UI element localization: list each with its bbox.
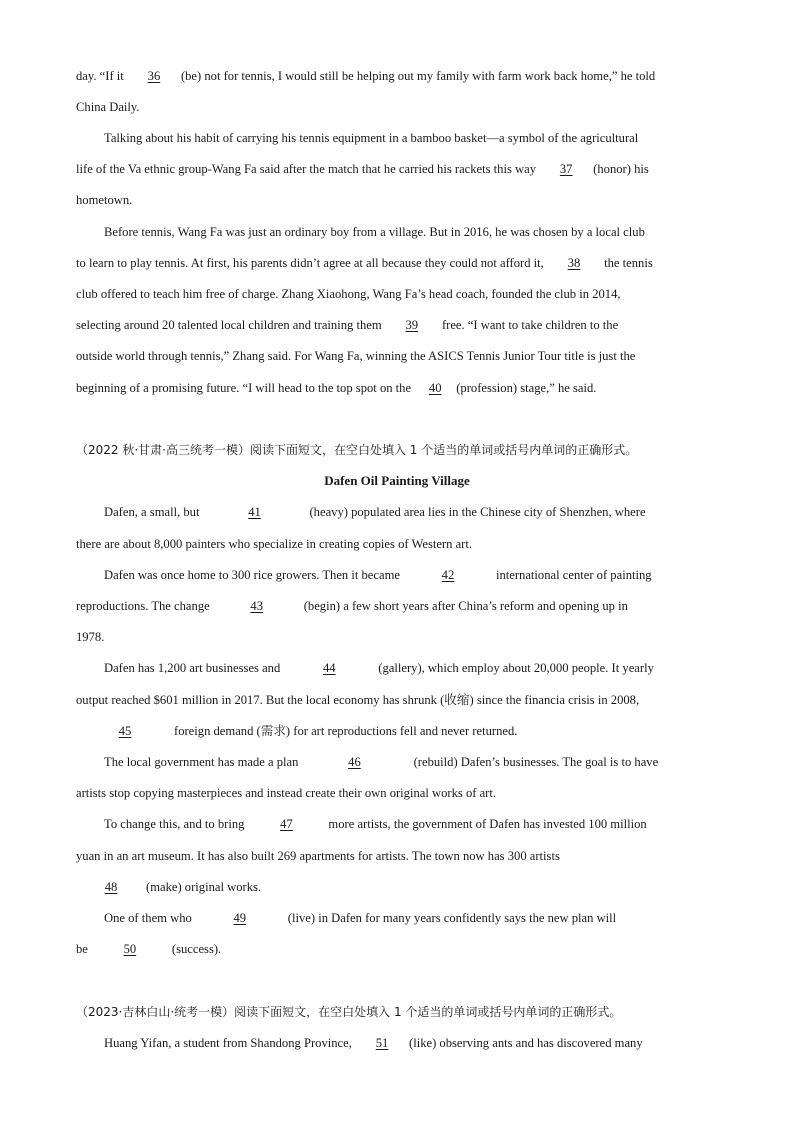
text-segment: One of them who (104, 911, 192, 925)
text-segment: reproductions. The change (76, 599, 210, 613)
text-segment: selecting around 20 talented local children and training them (76, 318, 385, 332)
text-line: 1978. (76, 630, 105, 644)
answer-blank: 47 (280, 817, 293, 831)
answer-blank: 51 (375, 1036, 389, 1050)
text-segment: (honor) his (593, 162, 649, 176)
text-segment: be (76, 942, 88, 956)
text-segment: Dafen has 1,200 art businesses and (104, 661, 281, 675)
text-segment: free. “I want to take children to the (438, 318, 619, 332)
text-line (104, 567, 652, 583)
text-segment: foreign demand (需求) for art reproductions fell and never returned. (174, 724, 518, 738)
text-segment: (live) in Dafen for many years confidently says the new plan will (287, 911, 617, 925)
text-segment: (gallery), which employ about 20,000 people. It yearly (378, 661, 654, 675)
text-segment: more artists, the government of Dafen has invested 100 million (328, 817, 647, 831)
answer-blank: 42 (441, 568, 455, 582)
text-line (76, 879, 261, 895)
answer-blank: 46 (348, 755, 361, 769)
text-segment: international center of painting (495, 568, 652, 582)
text-segment: the tennis (600, 256, 653, 270)
text-segment: (like) observing ants and has discovered many (409, 1036, 643, 1050)
text-line: output reached $601 million in 2017. But the local economy has shrunk (收缩) since the financia crisis in 2008, (76, 693, 640, 707)
text-line (76, 723, 517, 739)
text-line (104, 1035, 643, 1051)
answer-blank: 41 (248, 505, 261, 519)
text-line: Talking about his habit of carrying his tennis equipment in a bamboo basket—a symbol of the agricultural (104, 131, 639, 145)
text-segment: (begin) a few short years after China’s reform and opening up in (303, 599, 628, 613)
text-line: outside world through tennis,” Zhang said. For Wang Fa, winning the ASICS Tennis Junior Tour title is just the (76, 349, 636, 363)
text-segment: life of the Va ethnic group-Wang Fa said after the match that he carried his rackets this way (76, 162, 540, 176)
text-line (76, 941, 221, 957)
section-header: （2022 秋·甘肃·高三统考一模）阅读下面短文，在空白处填入 1 个适当的单词或括号内单词的正确形式。 (76, 443, 638, 457)
text-segment: (success). (171, 942, 222, 956)
answer-blank: 48 (104, 880, 118, 894)
text-segment: The local government has made a plan (104, 755, 299, 769)
text-line: there are about 8,000 painters who specialize in creating copies of Western art. (76, 537, 473, 551)
answer-blank: 49 (233, 911, 247, 925)
text-line: club offered to teach him free of charge. Zhang Xiaohong, Wang Fa’s head coach, founded the club in 2014, (76, 287, 621, 301)
text-line (76, 317, 618, 333)
text-line (104, 816, 647, 832)
passage-title: Dafen Oil Painting Village (324, 473, 470, 488)
text-line (76, 255, 653, 271)
text-line: artists stop copying masterpieces and instead create their own original works of art. (76, 786, 497, 800)
text-line: yuan in an art museum. It has also built 269 apartments for artists. The town now has 300 artists (76, 849, 560, 863)
text-line (104, 504, 646, 520)
text-segment: (be) not for tennis, I would still be helping out my family with farm work back home,” he told (180, 69, 656, 83)
text-segment: (profession) stage,” he said. (456, 381, 597, 395)
text-line (104, 910, 616, 926)
answer-blank: 44 (322, 661, 336, 675)
answer-blank: 39 (405, 318, 419, 332)
text-line (76, 161, 649, 177)
text-segment: to learn to play tennis. At first, his parents didn’t agree at all because they could not afford it, (76, 256, 547, 270)
text-segment: day. “If it (76, 69, 127, 83)
text-segment: (rebuild) Dafen’s businesses. The goal is to have (410, 755, 659, 769)
answer-blank: 50 (123, 942, 137, 956)
answer-blank: 36 (147, 69, 161, 83)
text-line (76, 68, 655, 84)
text-line: Before tennis, Wang Fa was just an ordinary boy from a village. But in 2016, he was chosen by a local club (104, 225, 645, 239)
text-line (104, 754, 658, 770)
text-line (104, 660, 654, 676)
section-header: （2023·吉林白山·统考一模）阅读下面短文，在空白处填入 1 个适当的单词或括号内单词的正确形式。 (76, 1005, 622, 1019)
text-segment: (heavy) populated area lies in the Chinese city of Shenzhen, where (309, 505, 646, 519)
text-segment: Huang Yifan, a student from Shandong Province, (104, 1036, 356, 1050)
text-line (76, 598, 628, 614)
answer-blank: 40 (428, 381, 442, 395)
text-segment: Dafen was once home to 300 rice growers. Then it became (104, 568, 400, 582)
text-segment: beginning of a promising future. “I will head to the top spot on the (76, 381, 415, 395)
text-segment: Dafen, a small, but (104, 505, 200, 519)
answer-blank: 43 (250, 599, 264, 613)
answer-blank: 37 (559, 162, 573, 176)
text-line (76, 380, 596, 396)
answer-blank: 45 (118, 724, 132, 738)
text-segment: (make) original works. (146, 880, 262, 894)
answer-blank: 38 (567, 256, 581, 270)
text-segment: To change this, and to bring (104, 817, 245, 831)
text-line: hometown. (76, 193, 133, 207)
text-line: China Daily. (76, 100, 140, 114)
